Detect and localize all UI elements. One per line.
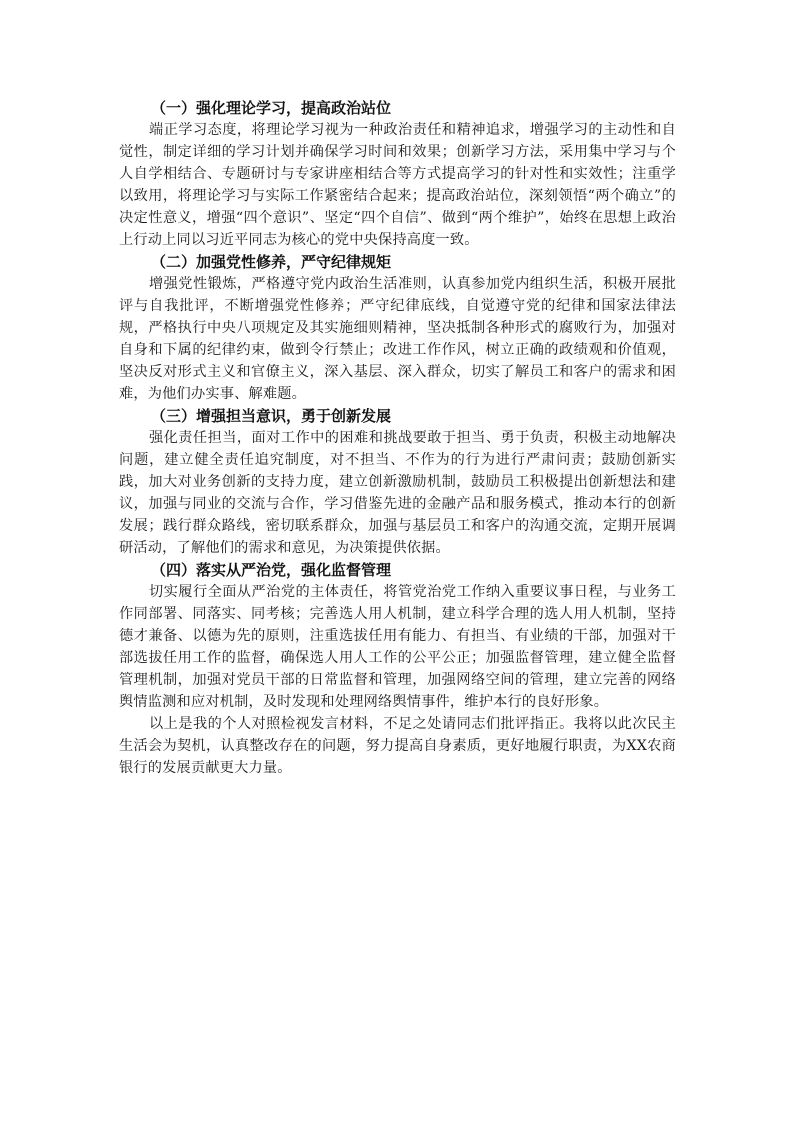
section-heading-4: （四）落实从严治党，强化监督管理 — [151, 561, 392, 579]
section-body-3: 强化责任担当，面对工作中的困难和挑战要敢于担当、勇于负责，积极主动地解决问题，建立健全责任追究制度，对不担当、不作为的行为进行严肃问责；鼓励创新实践，加大对业务创新的支持力度，建立创新激励机制，鼓励员工积极提出创新想法和建议，加强与同业的交流与合作，学习借鉴先进的金融产品和服务模式，推动本行的创新发展；践行群众路线，密切联系群众，加强与基层员工和客户的沟通交流，定期开展调研活动，了解他们的需求和意见，为决策提供依据。 — [119, 430, 676, 556]
document-page — [119, 97, 676, 779]
closing-paragraph: 以上是我的个人对照检视发言材料，不足之处请同志们批评指正。我将以此次民主生活会为契机，认真整改存在的问题，努力提高自身素质，更好地履行职责，为XX农商银行的发展贡献更大力量。 — [119, 716, 676, 776]
section-heading-2: （二）加强党性修养，严守纪律规矩 — [151, 253, 392, 271]
section-heading-3: （三）增强担当意识，勇于创新发展 — [151, 407, 392, 425]
section-body-2: 增强党性锻炼，严格遵守党内政治生活准则，认真参加党内组织生活，积极开展批评与自我批评，不断增强党性修养；严守纪律底线，自觉遵守党的纪律和国家法律法规，严格执行中央八项规定及其实施细则精神，坚决抵制各种形式的腐败行为，加强对自身和下属的纪律约束，做到令行禁止；改进工作作风，树立正确的政绩观和价值观，坚决反对形式主义和官僚主义，深入基层、深入群众，切实了解员工和客户的需求和困难，为他们办实事、解难题。 — [119, 276, 676, 402]
section-body-1: 端正学习态度，将理论学习视为一种政治责任和精神追求，增强学习的主动性和自觉性，制定详细的学习计划并确保学习时间和效果；创新学习方法，采用集中学习与个人自学相结合、专题研讨与专家讲座相结合等方式提高学习的针对性和实效性；注重学以致用，将理论学习与实际工作紧密结合起来；提高政治站位，深刻领悟“两个确立”的决定性意义，增强“四个意识”、坚定“四个自信”、做到“两个维护”，始终在思想上政治上行动上同以习近平同志为核心的党中央保持高度一致。 — [119, 122, 676, 248]
section-body-4: 切实履行全面从严治党的主体责任，将管党治党工作纳入重要议事日程，与业务工作同部署、同落实、同考核；完善选人用人机制，建立科学合理的选人用人机制，坚持德才兼备、以德为先的原则，注重选拔任用有能力、有担当、有业绩的干部，加强对干部选拔任用工作的监督，确保选人用人工作的公平公正；加强监督管理，建立健全监督管理机制，加强对党员干部的日常监督和管理，加强网络空间的管理，建立完善的网络舆情监测和应对机制，及时发现和处理网络舆情事件，维护本行的良好形象。 — [119, 584, 676, 710]
section-heading-1: （一）强化理论学习，提高政治站位 — [151, 99, 392, 117]
